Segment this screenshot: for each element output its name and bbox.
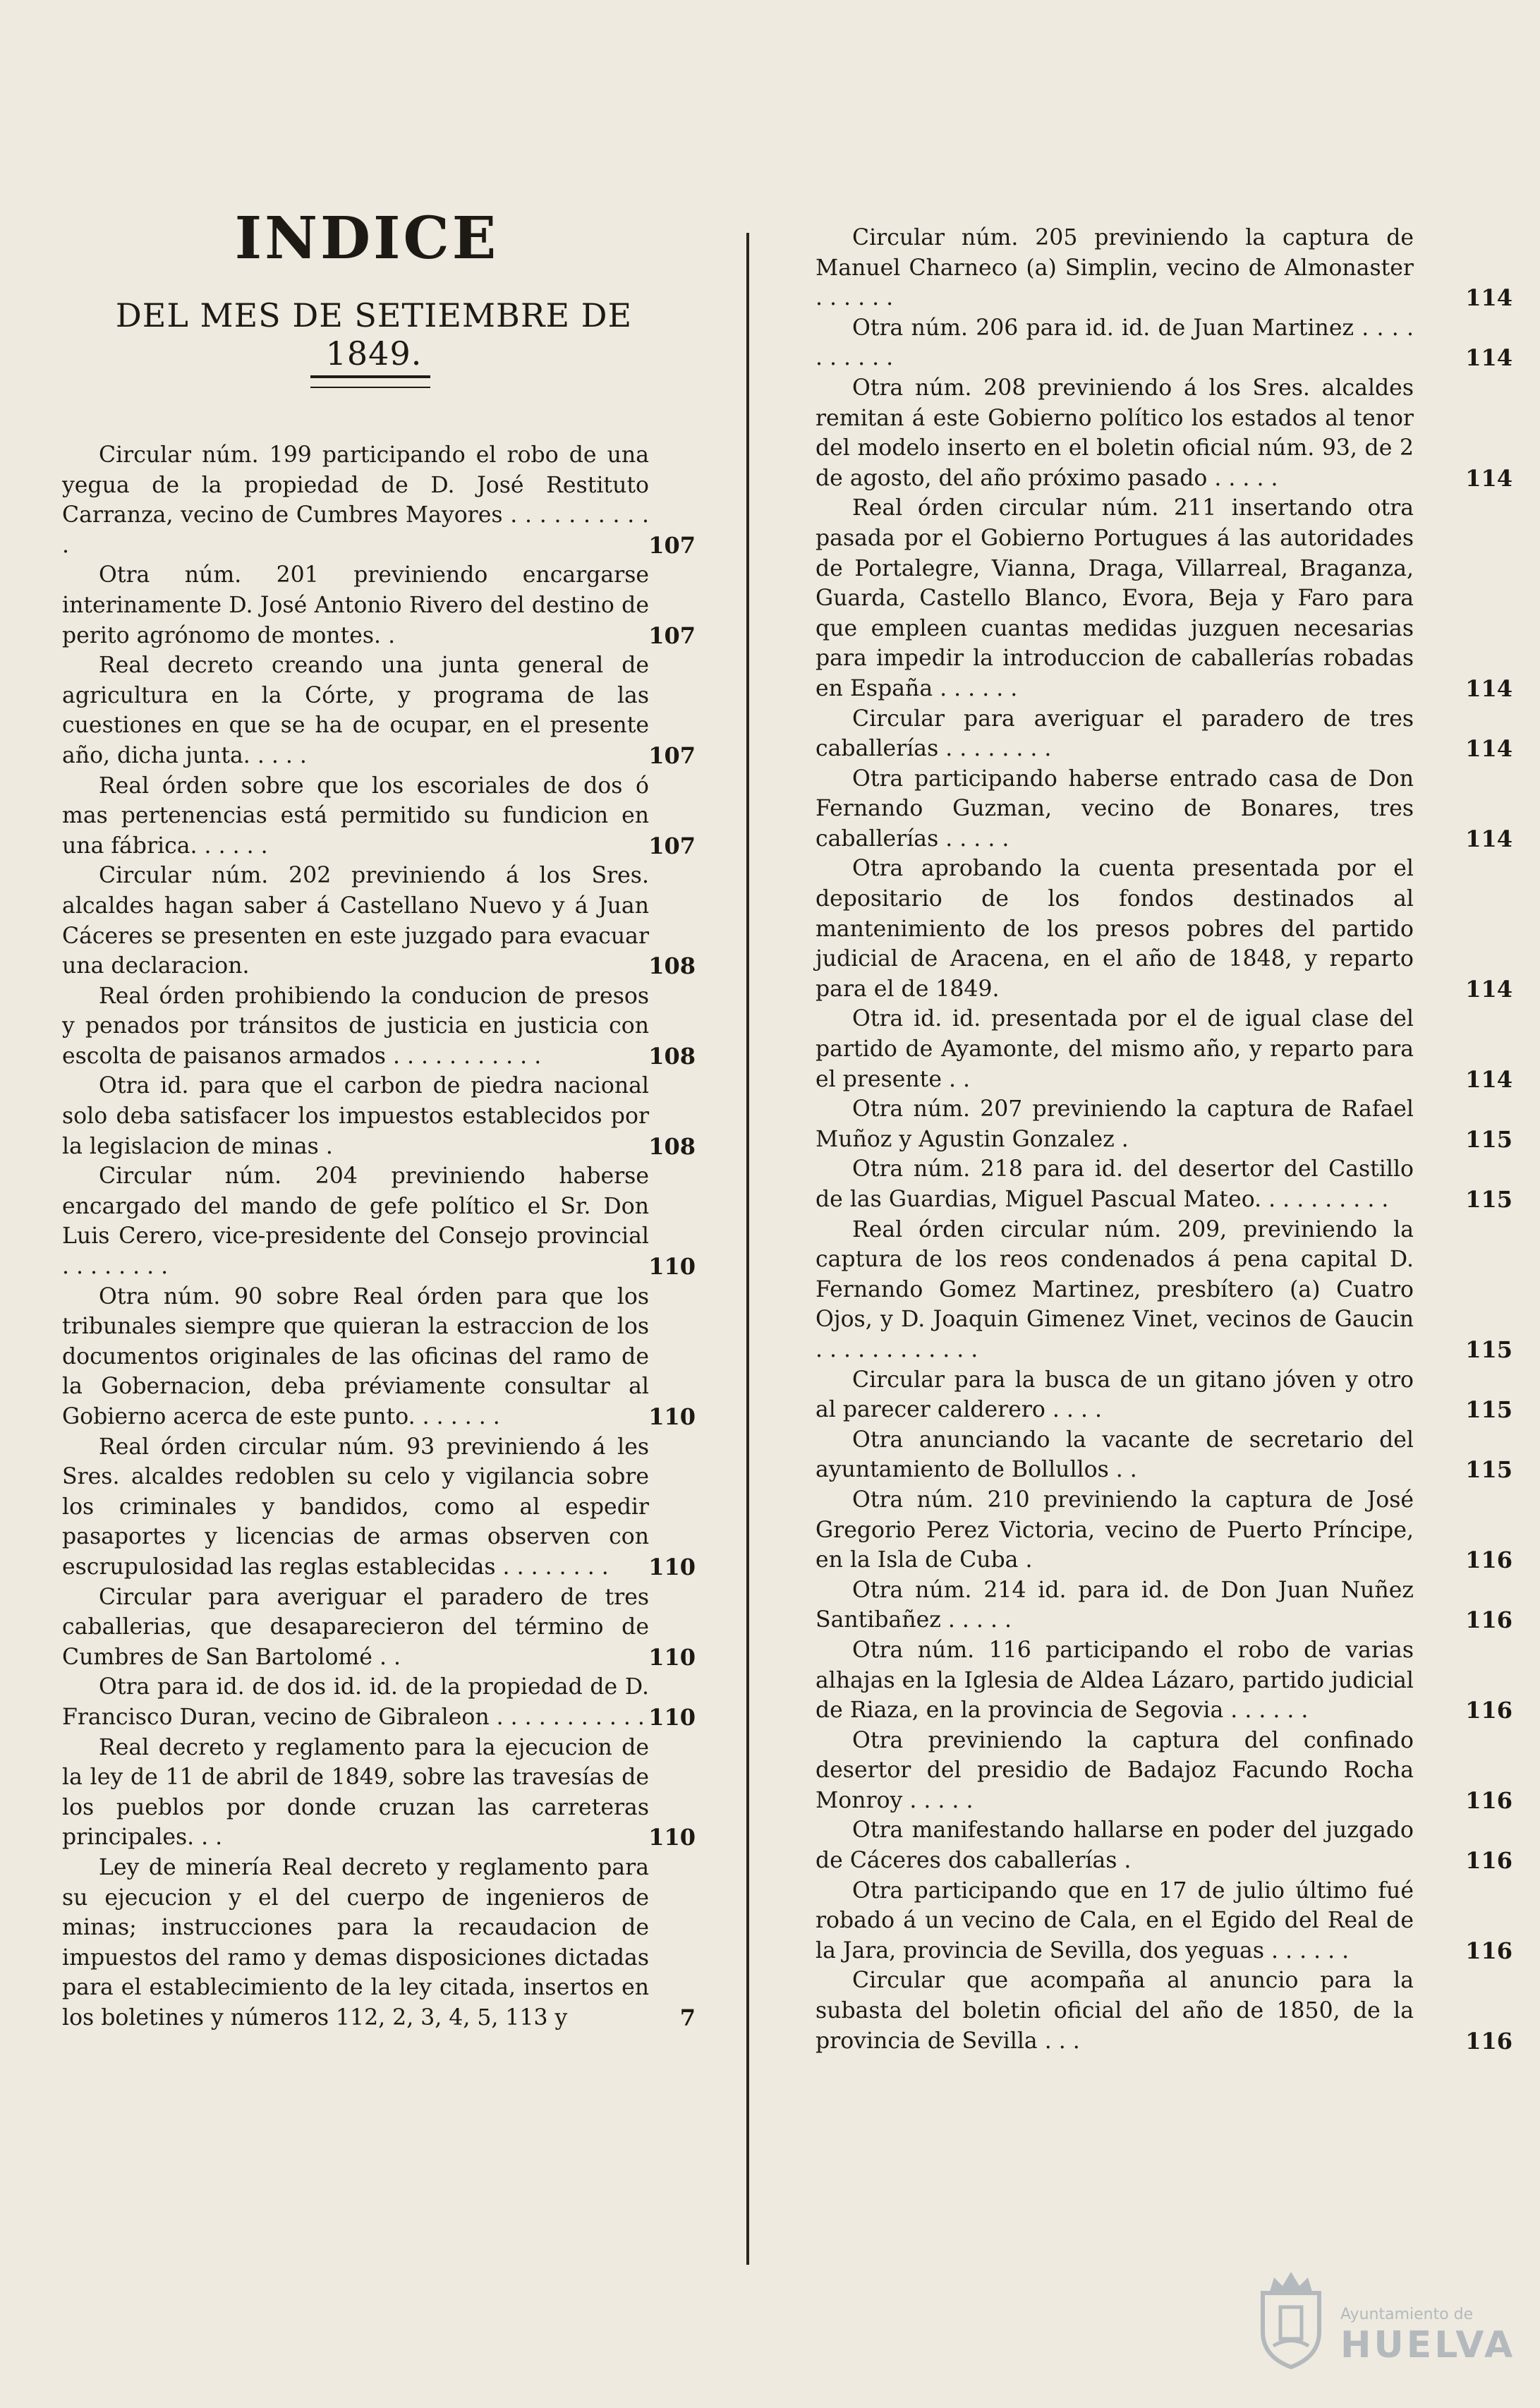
entry-page-number: 114: [1465, 735, 1512, 763]
entry-page-number: 116: [1465, 1547, 1512, 1574]
entry-page-number: 114: [1465, 975, 1512, 1003]
index-entry: [816, 1004, 1512, 1094]
entry-text: Real órden prohibiendo la conducion de presos y penados por tránsitos de justicia en justicia con escolta de paisanos armados . . . . . . . . . . .: [62, 983, 649, 1069]
entry-text: Circular núm. 202 previniendo á los Sres. alcaldes hagan saber á Castellano Nuevo y á Juan Cáceres se presenten en este juzgado para evacuar una declaracion.: [62, 863, 649, 979]
entry-page-number: 114: [1465, 284, 1512, 312]
entry-text: Otra núm. 214 id. para id. de Don Juan Nuñez Santibañez . . . . .: [816, 1577, 1414, 1633]
index-entry: [816, 223, 1512, 313]
index-entry: [62, 560, 696, 651]
entry-page-number: 116: [1465, 1607, 1512, 1634]
entry-text: Circular núm. 205 previniendo la captura de Manuel Charneco (a) Simplin, vecino de Almonaster . . . . . .: [816, 225, 1414, 311]
entry-text: Circular para la busca de un gitano jóven y otro al parecer calderero . . . .: [816, 1367, 1414, 1423]
entry-text: Otra núm. 208 previniendo á los Sres. alcaldes remitan á este Gobierno político los estados al tenor del modelo inserto en el boletin oficial núm. 93, de 2 de agosto, del año próximo pasado . . . . .: [816, 375, 1414, 491]
entry-page-number: 107: [648, 742, 696, 769]
index-entry: [816, 704, 1512, 764]
index-entry: [62, 771, 696, 861]
index-entry: [62, 1071, 696, 1161]
index-entry: [816, 1815, 1512, 1875]
entry-text: Circular núm. 204 previniendo haberse encargado del mando de gefe político el Sr. Don Luis Cerero, vice-presidente del Consejo provincial . . . . . . . .: [62, 1163, 649, 1280]
entry-page-number: 116: [1465, 1786, 1512, 1814]
watermark-small-text: Ayuntamiento de: [1340, 2306, 1474, 2323]
entry-text: Otra núm. 210 previniendo la captura de José Gregorio Perez Victoria, vecino de Puerto Príncipe, en la Isla de Cuba .: [816, 1487, 1414, 1573]
entry-text: Real órden circular núm. 93 previniendo á les Sres. alcaldes redoblen su celo y vigilancia sobre los criminales y bandidos, como al espedir pasaportes y licencias de armas observen con escrupulosidad las reglas establecidas . . . . . . . .: [62, 1434, 649, 1580]
index-entry: [816, 1876, 1512, 1966]
entry-page-number: 115: [1465, 1125, 1512, 1153]
index-entry: [62, 1583, 696, 1673]
entry-text: Otra aprobando la cuenta presentada por el depositario de los fondos destinados al mantenimiento de los presos pobres del partido judicial de Aracena, en el año de 1848, y reparto para el de 1849.: [816, 856, 1414, 1002]
index-entry: [816, 1215, 1512, 1365]
index-entry: [816, 373, 1512, 493]
entry-page-number: 110: [648, 1703, 696, 1731]
index-entry: [62, 1282, 696, 1432]
index-entry: [816, 1365, 1512, 1425]
entry-page-number: 110: [648, 1253, 696, 1281]
index-entry: [816, 1966, 1512, 2056]
entry-page-number: 116: [1465, 2027, 1512, 2055]
entry-text: Real órden circular núm. 211 insertando otra pasada por el Gobierno Portugues á las autoridades de Portalegre, Vianna, Draga, Villarreal, Braganza, Guarda, Castello Blanco, Evora, Beja y Faro para que empleen cuantas medidas juzguen necesarias para impedir la introduccion de caballerías robadas en España . . . . . .: [816, 495, 1414, 701]
index-entry: [62, 861, 696, 981]
entry-text: Otra núm. 207 previniendo la captura de Rafael Muñoz y Agustin Gonzalez .: [816, 1096, 1414, 1152]
entry-text: Circular para averiguar el paradero de tres caballerias, que desaparecieron del término de Cumbres de San Bartolomé . .: [62, 1584, 649, 1670]
entry-text: Otra anunciando la vacante de secretario del ayuntamiento de Bollullos . .: [816, 1427, 1414, 1483]
entry-text: Real órden sobre que los escoriales de dos ó mas pertenencias está permitido su fundicion en una fábrica. . . . . .: [62, 773, 649, 859]
entry-text: Otra núm. 206 para id. id. de Juan Martinez . . . . . . . . . .: [816, 315, 1414, 371]
index-entry: [62, 440, 696, 560]
index-entry: [816, 1094, 1512, 1154]
page-subtitle: DEL MES DE SETIEMBRE DE 1849.: [115, 296, 633, 373]
entry-text: Otra previniendo la captura del confinado desertor del presidio de Badajoz Facundo Rocha Monroy . . . . .: [816, 1727, 1414, 1813]
entry-page-number: 108: [648, 952, 696, 980]
entry-text: Otra núm. 90 sobre Real órden para que los tribunales siempre que quieran la estraccion de los documentos originales de las oficinas del ramo de la Gobernacion, deba préviamente consultar al Gobierno acerca de este punto. . . . . . .: [62, 1283, 649, 1429]
entry-text: Otra núm. 201 previniendo encargarse interinamente D. José Antonio Rivero del destino de perito agrónomo de montes. .: [62, 562, 649, 648]
entry-page-number: 115: [1465, 1396, 1512, 1424]
entry-page-number: 116: [1465, 1697, 1512, 1724]
entry-page-number: 110: [648, 1403, 696, 1430]
index-entry: [816, 1154, 1512, 1214]
entry-page-number: 110: [648, 1553, 696, 1580]
entry-text: Otra id. para que el carbon de piedra nacional solo deba satisfacer los impuestos establecidos por la legislacion de minas .: [62, 1073, 649, 1159]
entry-page-number: 114: [1465, 825, 1512, 852]
page-title: INDICE: [234, 205, 499, 272]
entry-page-number: 115: [1465, 1336, 1512, 1363]
entry-text: Otra núm. 218 para id. del desertor del Castillo de las Guardias, Miguel Pascual Mateo. . . . . . . . . .: [816, 1156, 1414, 1212]
index-entry: [816, 493, 1512, 703]
entry-text: Real decreto y reglamento para la ejecucion de la ley de 11 de abril de 1849, sobre las travesías de los pueblos por donde cruzan las carreteras principales. . .: [62, 1734, 649, 1851]
watermark-logo: [1249, 2265, 1516, 2378]
column-divider: [746, 233, 749, 2265]
index-entry: [816, 1425, 1512, 1485]
entry-page-number: 108: [648, 1132, 696, 1160]
index-entry: [62, 1432, 696, 1583]
entry-text: Circular para averiguar el paradero de tres caballerías . . . . . . . .: [816, 706, 1414, 762]
entry-page-number: 115: [1465, 1186, 1512, 1213]
entry-page-number: 114: [1465, 464, 1512, 492]
index-entry: [816, 1575, 1512, 1635]
entry-page-number: 108: [648, 1042, 696, 1070]
entry-text: Otra núm. 116 participando el robo de varias alhajas en la Iglesia de Aldea Lázaro, partido judicial de Riaza, en la provincia de Segovia . . . . . .: [816, 1637, 1414, 1724]
entry-page-number: 115: [1465, 1456, 1512, 1484]
index-entry: [62, 1672, 696, 1732]
index-entry: [816, 854, 1512, 1004]
entry-text: Otra manifestando hallarse en poder del juzgado de Cáceres dos caballerías .: [816, 1817, 1414, 1874]
crest-icon: [1249, 2265, 1333, 2371]
index-entry: [816, 764, 1512, 854]
index-entry: [62, 1853, 696, 2033]
entry-text: Circular que acompaña al anuncio para la subasta del boletin oficial del año de 1850, de la provincia de Sevilla . . .: [816, 1968, 1414, 2054]
entry-page-number: 110: [648, 1643, 696, 1671]
left-column: [62, 440, 696, 2033]
entry-text: Otra participando que en 17 de julio último fué robado á un vecino de Cala, en el Egido del Real de la Jara, provincia de Sevilla, dos yeguas . . . . . .: [816, 1877, 1414, 1964]
entry-text: Otra id. id. presentada por el de igual clase del partido de Ayamonte, del mismo año, y reparto para el presente . .: [816, 1006, 1414, 1092]
entry-text: Circular núm. 199 participando el robo de una yegua de la propiedad de D. José Restituto Carranza, vecino de Cumbres Mayores . . . . . . . . . . .: [62, 442, 649, 558]
entry-page-number: 114: [1465, 1065, 1512, 1093]
entry-page-number: 107: [648, 622, 696, 649]
index-entry: [62, 1161, 696, 1281]
entry-page-number: 110: [648, 1824, 696, 1851]
index-entry: [816, 1485, 1512, 1575]
entry-page-number: 114: [1465, 674, 1512, 702]
entry-text: Real órden circular núm. 209, previniendo la captura de los reos condenados á pena capital D. Fernando Gomez Martinez, presbítero (a) Cuatro Ojos, y D. Joaquin Gimenez Vinet, vecinos de Gaucin . . . . . . . . . . . .: [816, 1216, 1414, 1362]
entry-text: Otra participando haberse entrado casa de Don Fernando Guzman, vecino de Bonares, tres caballerías . . . . .: [816, 766, 1414, 852]
index-entry: [62, 1733, 696, 1853]
watermark-big-text: HUELVA: [1340, 2324, 1516, 2366]
index-entry: [816, 1726, 1512, 1816]
right-column: [816, 223, 1512, 2056]
entry-text: Real decreto creando una junta general de agricultura en la Córte, y programa de las cuestiones en que se ha de ocupar, en el presente año, dicha junta. . . . .: [62, 653, 649, 768]
index-entry: [816, 313, 1512, 373]
index-entry: [816, 1635, 1512, 1726]
index-entry: [62, 981, 696, 1072]
index-entry: [62, 651, 696, 770]
title-rule: [310, 375, 430, 388]
entry-page-number: 7: [679, 2004, 696, 2031]
entry-page-number: 114: [1465, 344, 1512, 372]
entry-text: Ley de minería Real decreto y reglamento para su ejecucion y el del cuerpo de ingenieros de minas; instrucciones para la recaudacion de impuestos del ramo y demas disposiciones dictadas para el establecimiento de la ley citada, insertos en los boletines y números 112, 2, 3, 4, 5, 113 y: [62, 1854, 649, 2031]
entry-page-number: 107: [648, 531, 696, 559]
entry-text: Otra para id. de dos id. id. de la propiedad de D. Francisco Duran, vecino de Gibraleon . . . . . . . . . . .: [62, 1674, 649, 1730]
entry-page-number: 116: [1465, 1937, 1512, 1964]
entry-page-number: 107: [648, 832, 696, 859]
entry-page-number: 116: [1465, 1847, 1512, 1875]
